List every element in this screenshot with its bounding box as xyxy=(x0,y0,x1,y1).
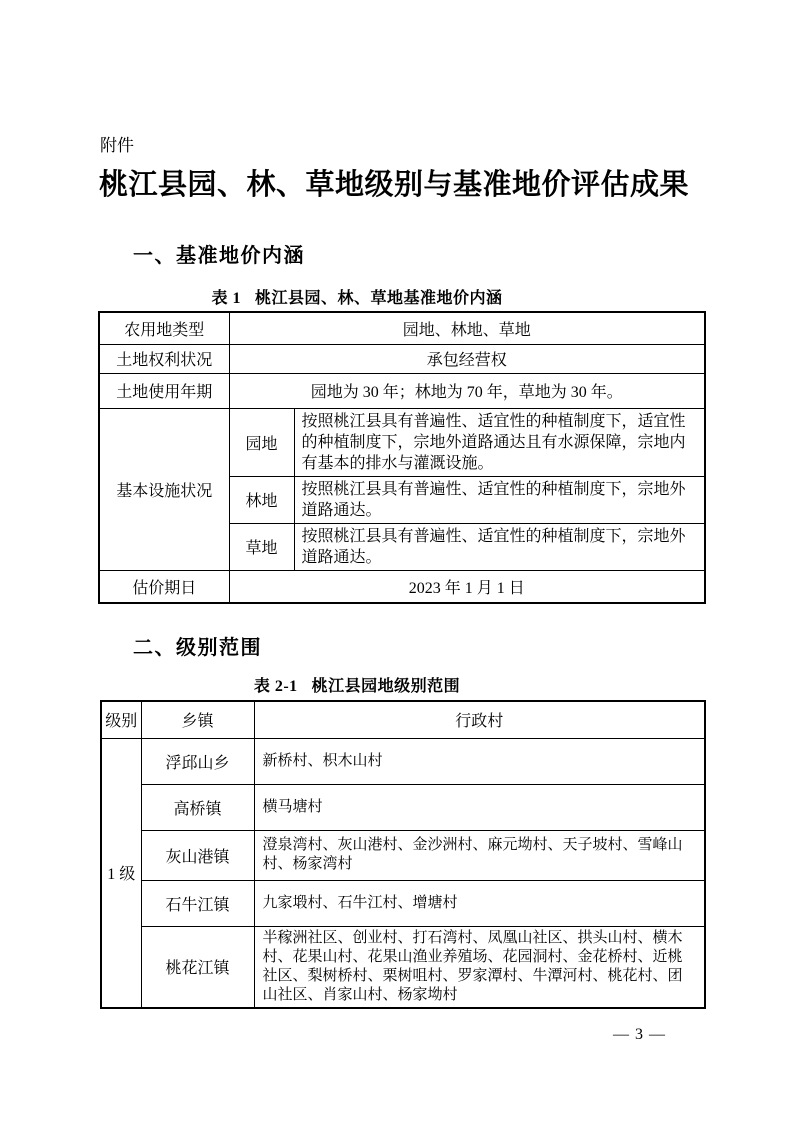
table2-caption-number: 表 2-1 xyxy=(253,678,298,695)
table-row xyxy=(101,738,705,784)
table-row xyxy=(99,373,705,408)
table-row xyxy=(101,830,705,880)
infrastructure-type-grassland: 草地 xyxy=(229,523,294,570)
row-label-land-type: 农用地类型 xyxy=(99,312,229,344)
section-heading-2: 二、级别范围 xyxy=(133,637,262,659)
header-village: 行政村 xyxy=(254,701,705,738)
table-header-row xyxy=(101,701,705,738)
header-town: 乡镇 xyxy=(141,701,254,738)
table-row xyxy=(99,408,705,476)
table1-caption-number: 表 1 xyxy=(211,290,241,307)
header-level: 级别 xyxy=(101,701,141,738)
attachment-label: 附件 xyxy=(100,136,134,155)
table-row xyxy=(99,570,705,603)
table2-caption xyxy=(98,673,706,696)
infrastructure-desc-grassland: 按照桃江县具有普遍性、适宜性的种植制度下，宗地外道路通达。 xyxy=(294,523,705,570)
row-value-valuation-date: 2023 年 1 月 1 日 xyxy=(229,570,705,603)
villages-cell: 半稼洲社区、创业村、打石湾村、凤凰山社区、拱头山村、横木村、花果山村、花果山渔业养殖场、花园洞村、金花桥村、近桃社区、梨树桥村、栗树咀村、罗家潭村、牛潭河村、桃花村、团山社区、肖家山村、杨家坳村 xyxy=(254,926,705,1008)
infrastructure-desc-orchard: 按照桃江县具有普遍性、适宜性的种植制度下，适宜性的种植制度下，宗地外道路通达且有水源保障，宗地内有基本的排水与灌溉设施。 xyxy=(294,408,705,476)
town-cell: 桃花江镇 xyxy=(141,926,254,1008)
villages-cell: 横马塘村 xyxy=(254,784,705,830)
row-label-valuation-date: 估价期日 xyxy=(99,570,229,603)
row-value-land-type: 园地、林地、草地 xyxy=(229,312,705,344)
town-cell: 石牛江镇 xyxy=(141,880,254,926)
row-label-infrastructure: 基本设施状况 xyxy=(99,408,229,570)
row-value-land-rights: 承包经营权 xyxy=(229,344,705,373)
infrastructure-type-forest: 林地 xyxy=(229,476,294,523)
town-cell: 浮邱山乡 xyxy=(141,738,254,784)
villages-cell: 澄泉湾村、灰山港村、金沙洲村、麻元坳村、天子坡村、雪峰山村、杨家湾村 xyxy=(254,830,705,880)
section-heading-1: 一、基准地价内涵 xyxy=(133,245,305,267)
table1-caption xyxy=(98,285,706,308)
table2-caption-title: 桃江县园地级别范围 xyxy=(311,678,461,695)
town-cell: 灰山港镇 xyxy=(141,830,254,880)
table-row xyxy=(101,926,705,1008)
table-row xyxy=(99,312,705,344)
page-number: — 3 — xyxy=(613,1026,666,1043)
document-title: 桃江县园、林、草地级别与基准地价评估成果 xyxy=(99,169,690,201)
villages-cell: 新桥村、枳木山村 xyxy=(254,738,705,784)
base-price-connotation-table xyxy=(98,311,706,604)
villages-cell: 九家塅村、石牛江村、增塘村 xyxy=(254,880,705,926)
row-label-land-term: 土地使用年期 xyxy=(99,373,229,408)
level-cell: 1 级 xyxy=(101,738,141,1008)
table1-caption-title: 桃江县园、林、草地基准地价内涵 xyxy=(255,290,503,307)
row-value-land-term: 园地为 30 年；林地为 70 年，草地为 30 年。 xyxy=(229,373,705,408)
table-row xyxy=(101,880,705,926)
infrastructure-desc-forest: 按照桃江县具有普遍性、适宜性的种植制度下，宗地外道路通达。 xyxy=(294,476,705,523)
orchard-level-range-table xyxy=(100,700,706,1009)
infrastructure-type-orchard: 园地 xyxy=(229,408,294,476)
town-cell: 高桥镇 xyxy=(141,784,254,830)
row-label-land-rights: 土地权利状况 xyxy=(99,344,229,373)
table-row xyxy=(101,784,705,830)
table-row xyxy=(99,344,705,373)
